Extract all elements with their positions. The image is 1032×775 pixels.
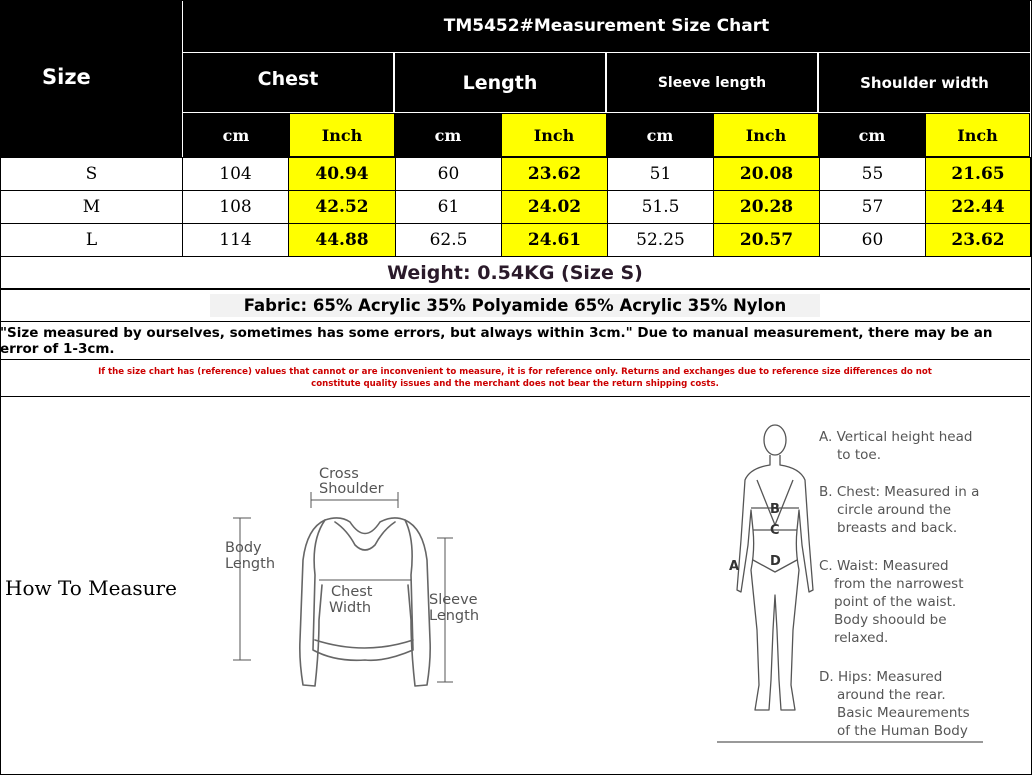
chart-title-text: TM5452#Measurement Size Chart	[443, 16, 770, 36]
chest-cm-cell: 108	[182, 190, 289, 224]
length-inch-cell: 24.02	[501, 190, 608, 224]
body-note-a: to toe.	[837, 447, 881, 463]
chest-cm-cell: 104	[182, 157, 289, 191]
body-note-b: circle around the	[837, 502, 952, 518]
body-letter-d: D	[770, 554, 781, 569]
chest-inch-cell: 42.52	[288, 190, 396, 224]
sweater-neckline	[335, 522, 395, 550]
col-header-chest-label: Chest	[257, 67, 319, 90]
size-cell: M	[0, 190, 183, 224]
unit-label: Inch	[745, 125, 787, 145]
weight-text: Weight: 0.54KG (Size S)	[387, 261, 643, 284]
col-header-shoulder	[819, 53, 1030, 112]
measured-text: "Size measured by ourselves, sometimes has some errors, but always within 3cm." Due to manual measurement, there may be an error of 1-3cm.	[0, 324, 993, 357]
how-to-measure-heading: How To Measure	[5, 576, 177, 600]
body-note-d: of the Human Body	[837, 723, 968, 739]
header-divider	[183, 52, 1030, 53]
col-header-sleeve-label: Sleeve length	[657, 74, 767, 91]
body-note-c: Body shoould be	[834, 612, 947, 628]
fabric-text: Fabric: 65% Acrylic 35% Polyamide 65% Acrylic 35% Nylon	[210, 294, 821, 317]
col-header-shoulder-label: Shoulder width	[860, 73, 989, 92]
measured-row	[0, 321, 1030, 359]
sleeve-cm-cell: 52.25	[607, 223, 714, 257]
body-letter-c: C	[770, 523, 780, 538]
sleeve-length-label: Length	[429, 608, 480, 624]
fabric-row	[0, 288, 1030, 321]
unit-sleeve-cm	[607, 113, 713, 157]
unit-length-inch	[501, 113, 607, 157]
chest-width-label: Width	[329, 600, 372, 616]
unit-label: cm	[434, 125, 462, 145]
length-inch-cell: 24.61	[501, 223, 608, 257]
unit-label: Inch	[533, 125, 575, 145]
size-cell: S	[0, 157, 183, 191]
body-note-c: C. Waist: Measured	[819, 558, 949, 574]
body-length-label: Body	[225, 540, 262, 556]
unit-label: cm	[858, 125, 886, 145]
size-header-label: Size	[42, 64, 91, 89]
body-diagram	[715, 420, 1005, 745]
sleeve-inch-cell: 20.57	[713, 223, 820, 257]
unit-shoulder-inch	[925, 113, 1030, 157]
body-letter-a: A	[729, 559, 740, 574]
size-header	[0, 0, 182, 157]
unit-label: cm	[222, 125, 250, 145]
cross-shoulder-label: Cross	[319, 466, 359, 482]
sweater-diagram	[215, 460, 505, 695]
shoulder-inch-cell: 21.65	[925, 157, 1031, 191]
shoulder-cm-cell: 60	[819, 223, 926, 257]
shoulder-inch-cell: 23.62	[925, 223, 1031, 257]
body-head	[764, 425, 786, 455]
sweater-right-sleeve	[405, 520, 430, 686]
unit-label: Inch	[321, 125, 363, 145]
chest-inch-cell: 40.94	[288, 157, 396, 191]
col-header-length	[395, 53, 606, 112]
weight-row	[0, 256, 1030, 288]
body-length-label: Length	[225, 556, 276, 572]
body-note-a: A. Vertical height head	[819, 429, 973, 445]
length-cm-cell: 62.5	[395, 223, 502, 257]
chest-width-label: Chest	[331, 584, 373, 600]
body-note-d: D. Hips: Measured	[819, 669, 943, 685]
body-note-c: relaxed.	[834, 630, 889, 646]
shoulder-cm-cell: 57	[819, 190, 926, 224]
length-inch-cell: 23.62	[501, 157, 608, 191]
body-note-d: around the rear.	[837, 687, 946, 703]
length-cm-cell: 60	[395, 157, 502, 191]
body-note-c: from the narrowest	[834, 576, 964, 592]
disclaimer-line-1: If the size chart has (reference) values that cannot or are inconvenient to measure, it is for reference only. Returns and exchanges due to reference size differences do not	[98, 367, 932, 377]
col-header-sleeve	[607, 53, 818, 112]
unit-chest-inch	[289, 113, 395, 157]
body-letter-b: B	[770, 502, 780, 517]
body-note-d: Basic Meaurements	[837, 705, 970, 721]
unit-length-cm	[395, 113, 501, 157]
body-note-c: point of the waist.	[834, 594, 957, 610]
col-header-chest	[183, 53, 394, 112]
disclaimer-row	[0, 359, 1030, 397]
size-cell: L	[0, 223, 183, 257]
col-header-length-label: Length	[462, 71, 538, 94]
unit-shoulder-cm	[819, 113, 925, 157]
chest-inch-cell: 44.88	[288, 223, 396, 257]
chart-title	[183, 0, 1030, 52]
unit-label: cm	[646, 125, 674, 145]
unit-label: Inch	[957, 125, 998, 145]
sleeve-cm-cell: 51	[607, 157, 714, 191]
body-note-b: breasts and back.	[837, 520, 958, 536]
unit-chest-cm	[183, 113, 289, 157]
disclaimer-line-2: constitute quality issues and the merchant does not bear the return shipping costs.	[311, 379, 719, 389]
body-outline	[737, 455, 813, 710]
shoulder-cm-cell: 55	[819, 157, 926, 191]
sleeve-inch-cell: 20.08	[713, 157, 820, 191]
unit-sleeve-inch	[713, 113, 819, 157]
sweater-hem	[315, 640, 413, 648]
sleeve-cm-cell: 51.5	[607, 190, 714, 224]
cross-shoulder-label: Shoulder	[319, 481, 384, 497]
sleeve-inch-cell: 20.28	[713, 190, 820, 224]
length-cm-cell: 61	[395, 190, 502, 224]
shoulder-inch-cell: 22.44	[925, 190, 1031, 224]
body-note-b: B. Chest: Measured in a	[819, 484, 980, 500]
sleeve-length-label: Sleeve	[429, 592, 478, 608]
chest-cm-cell: 114	[182, 223, 289, 257]
sweater-left-sleeve	[300, 520, 325, 686]
